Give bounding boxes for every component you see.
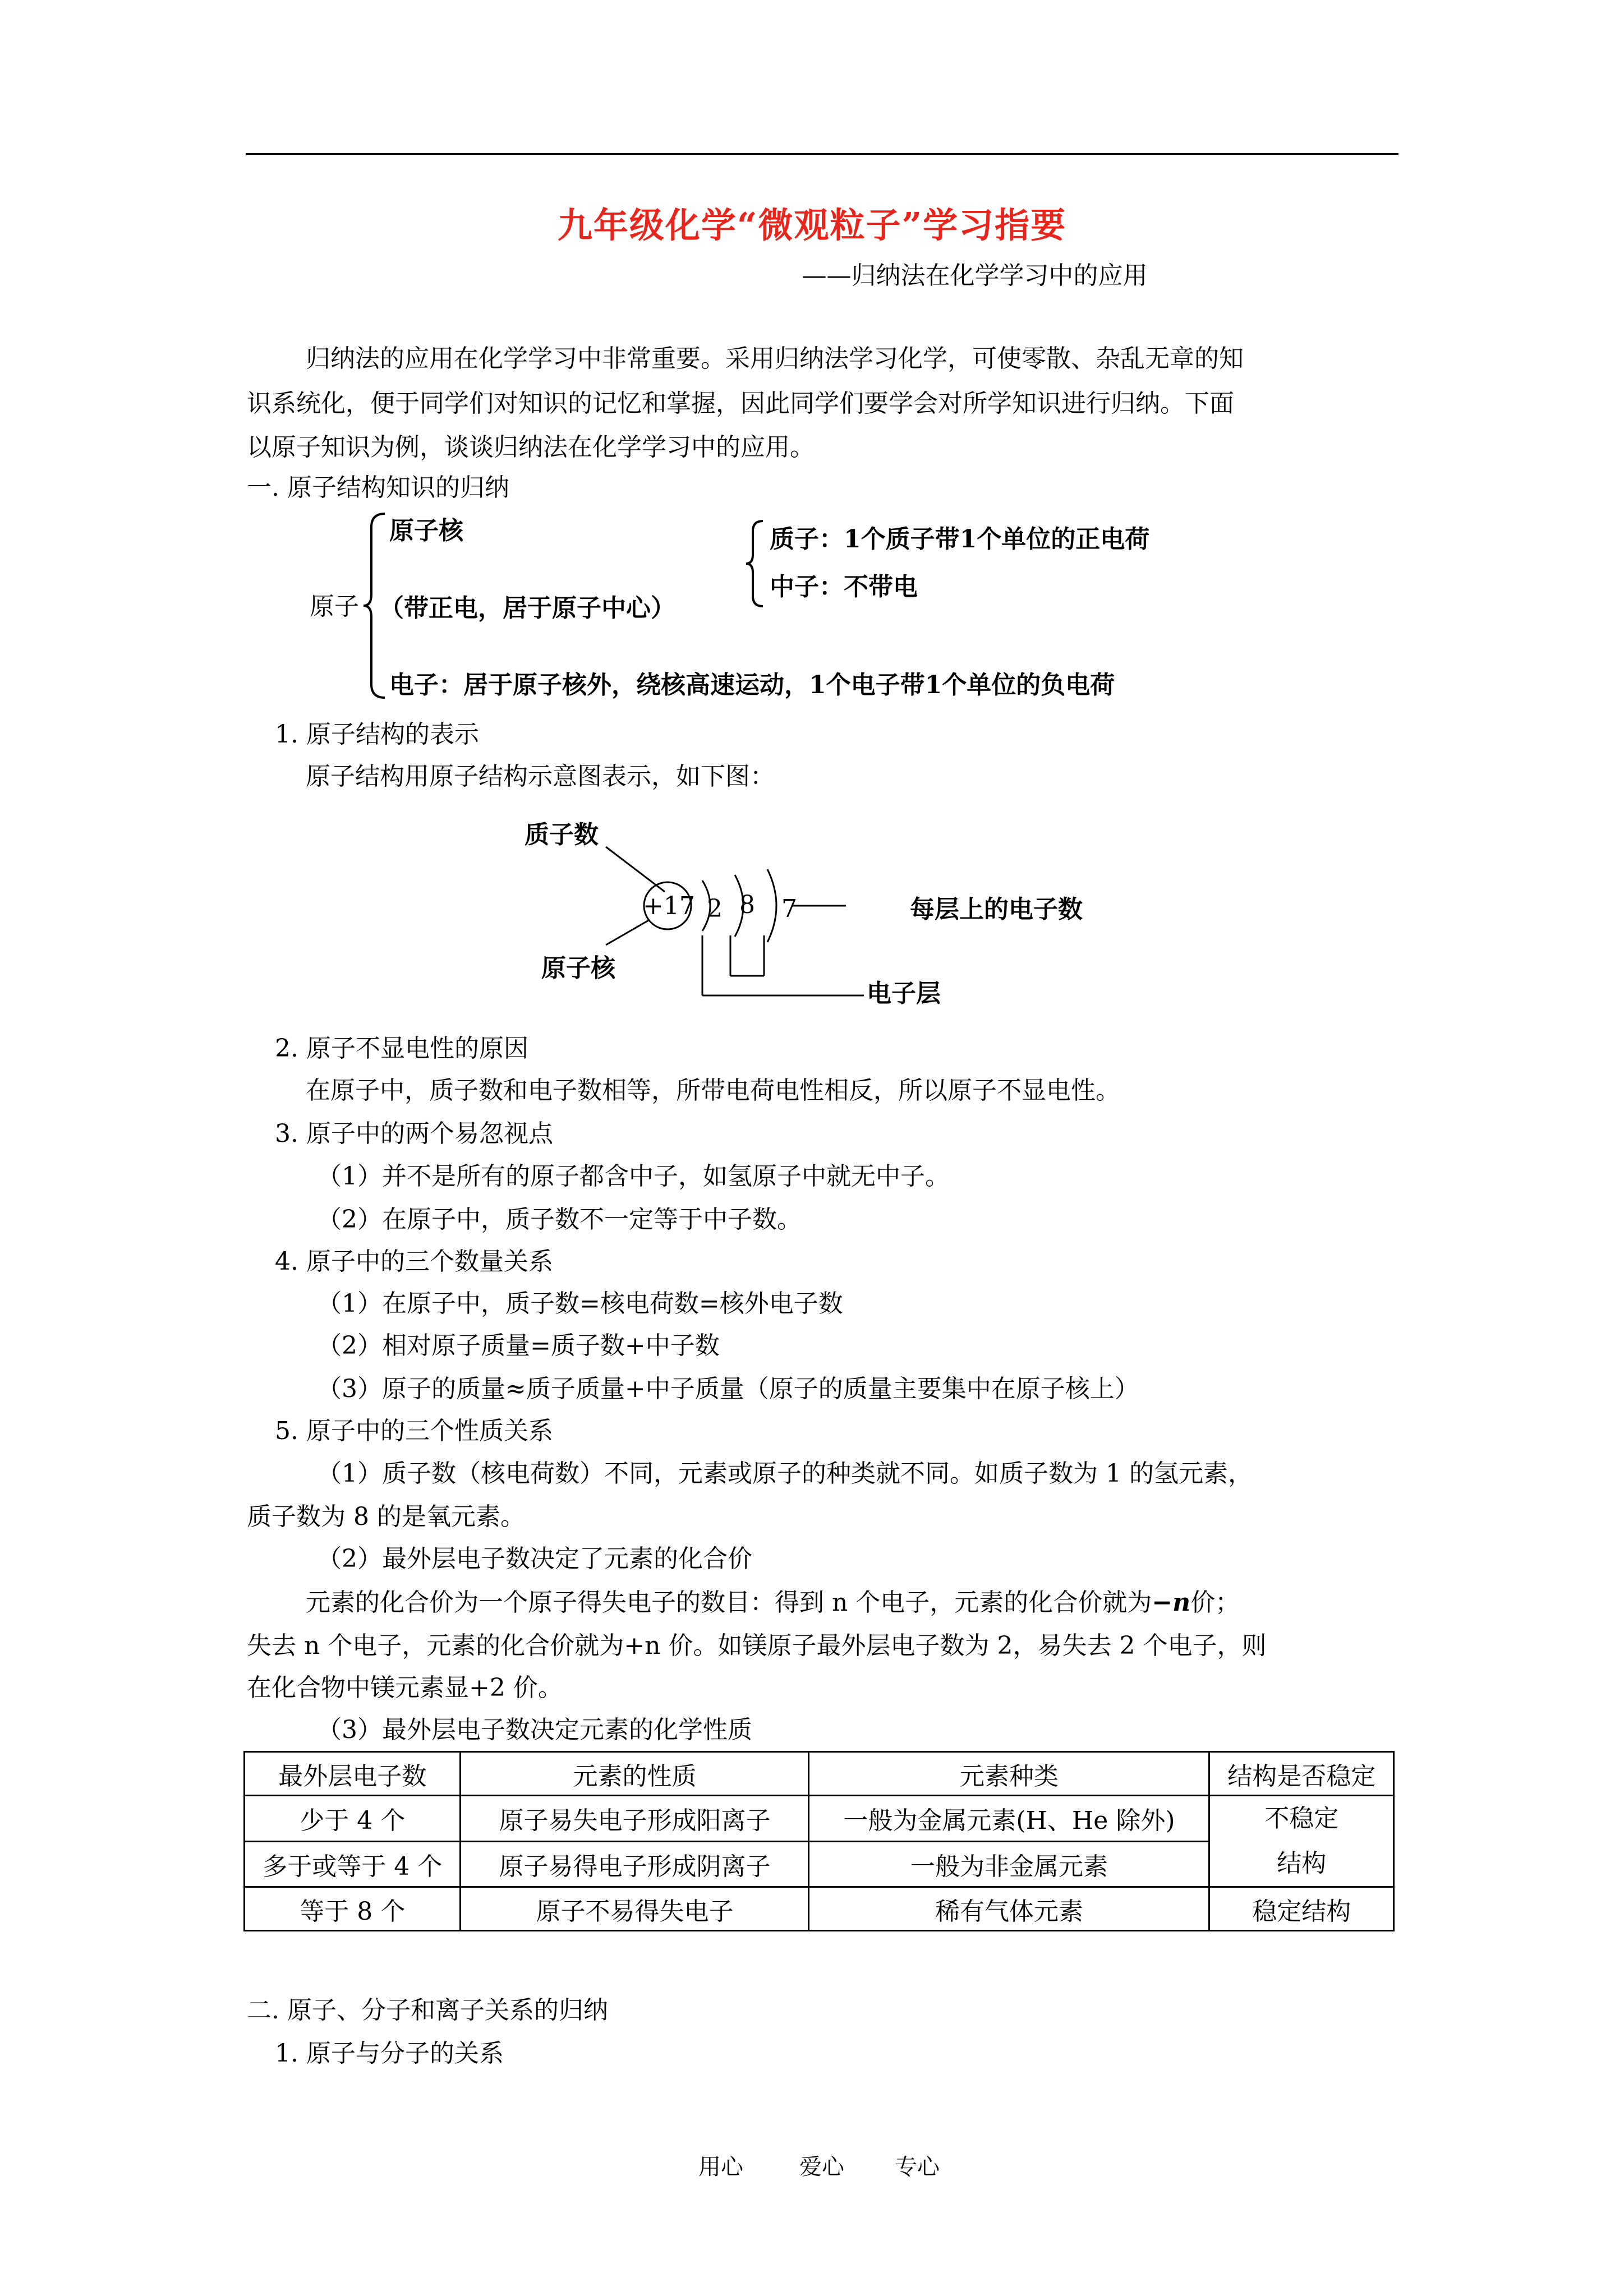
header-rule	[246, 153, 1398, 155]
section-2-heading: 二. 原子、分子和离子关系的归纳	[247, 1996, 608, 2025]
diagram-shell-2: 8	[739, 891, 755, 919]
item-2-text: 在原子中，质子数和电子数相等，所带电荷电性相反，所以原子不显电性。	[306, 1076, 1120, 1105]
table-cell: 稳定结构	[1209, 1887, 1394, 1931]
intro-line-2: 识系统化，便于同学们对知识的记忆和掌握，因此同学们要学会对所学知识进行归纳。下面	[247, 389, 1234, 418]
item-4-p1: （1）在原子中，质子数=核电荷数=核外电子数	[317, 1289, 843, 1318]
table-header-cell: 结构是否稳定	[1209, 1752, 1394, 1796]
diagram-per-shell-label: 每层上的电子数	[910, 895, 1083, 924]
table-header-cell: 最外层电子数	[245, 1752, 461, 1796]
table-cell: 原子不易得失电子	[461, 1887, 809, 1931]
table-cell: 一般为非金属元素	[809, 1841, 1209, 1887]
section-1-heading: 一. 原子结构知识的归纳	[247, 473, 509, 502]
brace-nucleus-icon	[746, 519, 769, 608]
section-2-item-1: 1. 原子与分子的关系	[275, 2039, 504, 2068]
table-cell: 一般为金属元素(H、He 除外)	[809, 1796, 1209, 1842]
table-header-cell: 元素的性质	[461, 1752, 809, 1796]
item-1-text: 原子结构用原子结构示意图表示，如下图：	[306, 762, 775, 791]
properties-table	[243, 1751, 1395, 1931]
item-5-heading: 5. 原子中的三个性质关系	[275, 1417, 553, 1445]
tree-proton: 质子：1个质子带1个单位的正电荷	[770, 525, 1150, 554]
table-cell: 等于 8 个	[245, 1887, 461, 1931]
diagram-shell-3: 7	[781, 895, 797, 923]
tree-electron: 电子：居于原子核外，绕核高速运动，1个电子带1个单位的负电荷	[389, 671, 1115, 699]
footer-item-3: 专心	[895, 2154, 940, 2180]
table-row	[245, 1796, 1394, 1842]
item-5-p3: （3）最外层电子数决定元素的化学性质	[317, 1716, 752, 1744]
item-5-p2: （2）最外层电子数决定了元素的化合价	[317, 1545, 752, 1573]
intro-line-3: 以原子知识为例，谈谈归纳法在化学学习中的应用。	[247, 433, 815, 462]
table-header-row	[245, 1752, 1394, 1796]
table-cell: 原子易失电子形成阳离子	[461, 1796, 809, 1842]
intro-line-1: 归纳法的应用在化学学习中非常重要。采用归纳法学习化学，可使零散、杂乱无章的知	[306, 344, 1244, 373]
table-cell: 稀有气体元素	[809, 1887, 1209, 1931]
footer-item-1: 用心	[698, 2154, 743, 2180]
item-1-heading: 1. 原子结构的表示	[275, 720, 479, 749]
item-5-neg-n: −n	[1152, 1588, 1191, 1617]
unstable-line-2: 结构	[1277, 1849, 1327, 1878]
item-5-p2b: 失去 n 个电子，元素的化合价就为+n 价。如镁原子最外层电子数为 2，易失去 2 个电子，则	[247, 1631, 1267, 1660]
item-5-p1a: （1）质子数（核电荷数）不同，元素或原子的种类就不同。如质子数为 1 的氢元素，	[317, 1459, 1253, 1488]
item-3-p2: （2）在原子中，质子数不一定等于中子数。	[317, 1205, 802, 1234]
page-title: 九年级化学“微观粒子”学习指要	[557, 205, 1067, 246]
item-4-p2: （2）相对原子质量=质子数+中子数	[317, 1331, 720, 1360]
tree-nucleus-note: （带正电，居于原子中心）	[379, 594, 675, 623]
item-3-p1: （1）并不是所有的原子都含中子，如氢原子中就无中子。	[317, 1162, 950, 1191]
table-cell: 多于或等于 4 个	[245, 1841, 461, 1887]
item-4-p3: （3）原子的质量≈质子质量+中子质量（原子的质量主要集中在原子核上）	[317, 1375, 1139, 1403]
item-5-p2a-end: 价；	[1190, 1588, 1240, 1617]
item-5-p2c: 在化合物中镁元素显+2 价。	[247, 1673, 563, 1702]
table-cell: 原子易得电子形成阴离子	[461, 1841, 809, 1887]
footer-item-2: 爱心	[799, 2154, 844, 2180]
diagram-nucleus-label: 原子核	[541, 954, 615, 983]
item-5-p2a-text: 元素的化合价为一个原子得失电子的数目：得到 n 个电子，元素的化合价就为	[306, 1588, 1152, 1617]
diagram-proton-label: 质子数	[525, 820, 599, 849]
item-4-heading: 4. 原子中的三个数量关系	[275, 1247, 553, 1276]
diagram-charge: +17	[643, 892, 695, 920]
unstable-line-1: 不稳定	[1264, 1804, 1339, 1833]
item-5-p2a	[306, 1580, 1240, 1625]
table-cell: 少于 4 个	[245, 1796, 461, 1842]
table-row	[245, 1887, 1394, 1931]
tree-root: 原子	[310, 592, 359, 621]
diagram-shell-1: 2	[707, 895, 723, 923]
table-header-cell: 元素种类	[809, 1752, 1209, 1796]
item-3-heading: 3. 原子中的两个易忽视点	[275, 1119, 553, 1148]
item-5-p1b: 质子数为 8 的是氧元素。	[247, 1502, 525, 1531]
page-subtitle: ——归纳法在化学学习中的应用	[802, 261, 1148, 290]
tree-neutron: 中子：不带电	[770, 573, 918, 601]
table-cell-unstable	[1209, 1796, 1394, 1887]
item-2-heading: 2. 原子不显电性的原因	[275, 1034, 528, 1063]
diagram-shell-label: 电子层	[867, 979, 941, 1008]
tree-nucleus: 原子核	[389, 517, 463, 545]
